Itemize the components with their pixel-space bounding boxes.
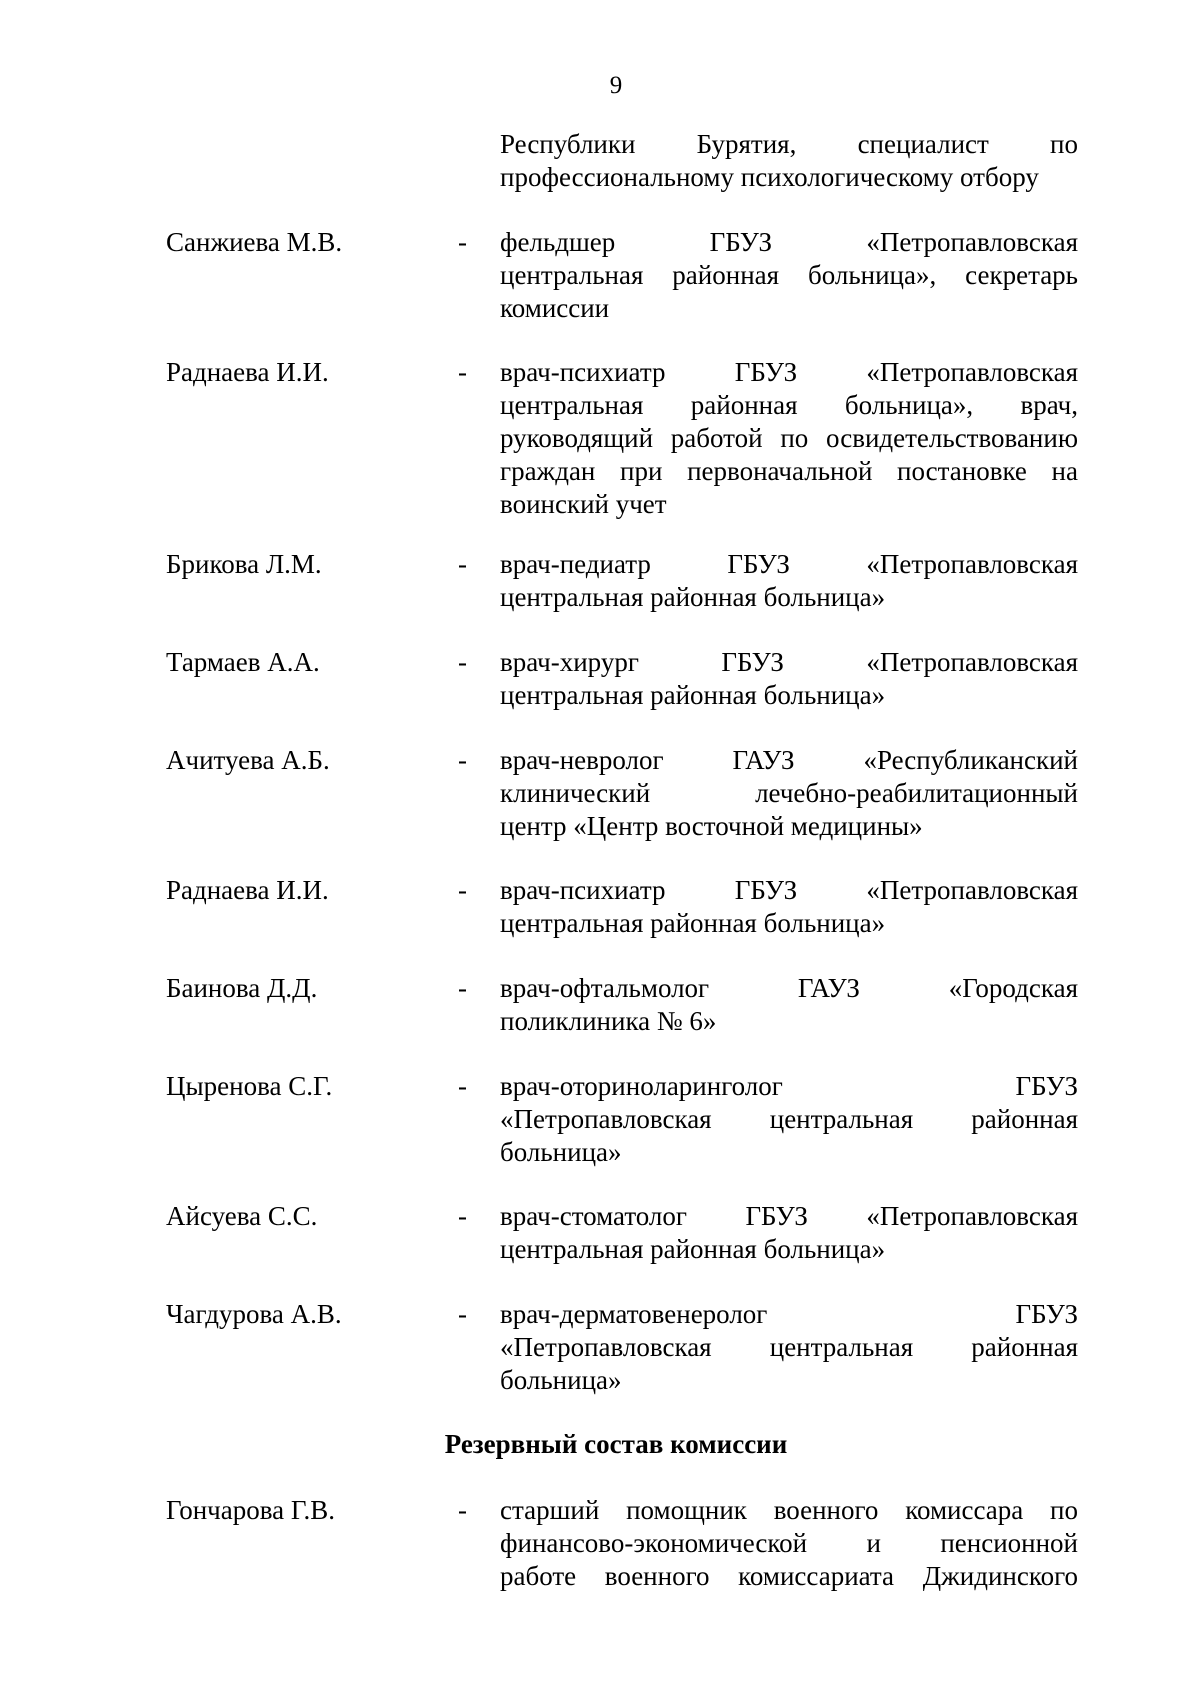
entry-description bbox=[500, 972, 1078, 1038]
entry-description bbox=[500, 1298, 1078, 1397]
description-line: комиссии bbox=[500, 293, 610, 323]
member-name: Брикова Л.М. bbox=[166, 549, 322, 579]
dash-separator: - bbox=[458, 1495, 467, 1525]
description-line: врач-стоматолог ГБУЗ «Петропавловская bbox=[500, 1201, 1078, 1231]
description-line: врач-хирург ГБУЗ «Петропавловская bbox=[500, 647, 1078, 677]
dash-separator: - bbox=[458, 647, 467, 677]
description-line: поликлиника № 6» bbox=[500, 1006, 717, 1036]
entry-description bbox=[500, 744, 1078, 843]
description-line: руководящий работой по освидетельствованию bbox=[500, 423, 1078, 453]
dash-separator: - bbox=[458, 875, 467, 905]
dash-separator: - bbox=[458, 1299, 467, 1329]
description-line: центральная районная больница» bbox=[500, 1234, 886, 1264]
description-line: фельдшер ГБУЗ «Петропавловская bbox=[500, 227, 1078, 257]
description-line: врач-оториноларинголог ГБУЗ bbox=[500, 1071, 1078, 1101]
dash-separator: - bbox=[458, 1201, 467, 1231]
description-line: граждан при первоначальной постановке на bbox=[500, 456, 1078, 486]
description-line: Республики Бурятия, специалист по bbox=[500, 129, 1078, 159]
description-line: врач-психиатр ГБУЗ «Петропавловская bbox=[500, 357, 1078, 387]
description-line: старший помощник военного комиссара по bbox=[500, 1495, 1078, 1525]
entry-description bbox=[500, 646, 1078, 712]
description-line: центральная районная больница» bbox=[500, 680, 886, 710]
description-line: врач-педиатр ГБУЗ «Петропавловская bbox=[500, 549, 1078, 579]
dash-separator: - bbox=[458, 973, 467, 1003]
description-line: центр «Центр восточной медицины» bbox=[500, 811, 923, 841]
member-name: Айсуева С.С. bbox=[166, 1201, 318, 1231]
description-line: центральная районная больница» bbox=[500, 582, 886, 612]
entry-description bbox=[500, 1494, 1078, 1593]
dash-separator: - bbox=[458, 357, 467, 387]
member-name: Гончарова Г.В. bbox=[166, 1495, 335, 1525]
dash-separator: - bbox=[458, 745, 467, 775]
member-name: Санжиева М.В. bbox=[166, 227, 343, 257]
description-line: врач-офтальмолог ГАУЗ «Городская bbox=[500, 973, 1078, 1003]
reserve-section-heading: Резервный состав комиссии bbox=[444, 1429, 788, 1459]
entry-description bbox=[500, 548, 1078, 614]
description-line: работе военного комиссариата Джидинского bbox=[500, 1561, 1078, 1591]
description-line: воинский учет bbox=[500, 489, 667, 519]
member-name: Раднаева И.И. bbox=[166, 357, 329, 387]
description-line: клинический лечебно-реабилитационный bbox=[500, 778, 1078, 808]
description-line: больница» bbox=[500, 1365, 622, 1395]
description-line: врач-психиатр ГБУЗ «Петропавловская bbox=[500, 875, 1078, 905]
entry-description bbox=[500, 128, 1078, 194]
member-name: Цыренова С.Г. bbox=[166, 1071, 333, 1101]
description-line: больница» bbox=[500, 1137, 622, 1167]
entry-description bbox=[500, 226, 1078, 325]
member-name: Баинова Д.Д. bbox=[166, 973, 318, 1003]
dash-separator: - bbox=[458, 549, 467, 579]
description-line: «Петропавловская центральная районная bbox=[500, 1104, 1078, 1134]
description-line: финансово-экономической и пенсионной bbox=[500, 1528, 1078, 1558]
description-line: центральная районная больница», секретарь bbox=[500, 260, 1078, 290]
entry-description bbox=[500, 356, 1078, 521]
description-line: врач-невролог ГАУЗ «Республиканский bbox=[500, 745, 1078, 775]
entry-description bbox=[500, 874, 1078, 940]
member-name: Раднаева И.И. bbox=[166, 875, 329, 905]
entry-description bbox=[500, 1200, 1078, 1266]
description-line: «Петропавловская центральная районная bbox=[500, 1332, 1078, 1362]
member-name: Чагдурова А.В. bbox=[166, 1299, 342, 1329]
dash-separator: - bbox=[458, 1071, 467, 1101]
description-line: профессиональному психологическому отбору bbox=[500, 162, 1039, 192]
member-name: Ачитуева А.Б. bbox=[166, 745, 330, 775]
description-line: центральная районная больница», врач, bbox=[500, 390, 1078, 420]
entry-description bbox=[500, 1070, 1078, 1169]
member-name: Тармаев А.А. bbox=[166, 647, 320, 677]
description-line: врач-дерматовенеролог ГБУЗ bbox=[500, 1299, 1078, 1329]
dash-separator: - bbox=[458, 227, 467, 257]
description-line: центральная районная больница» bbox=[500, 908, 886, 938]
page-number: 9 bbox=[609, 72, 623, 99]
